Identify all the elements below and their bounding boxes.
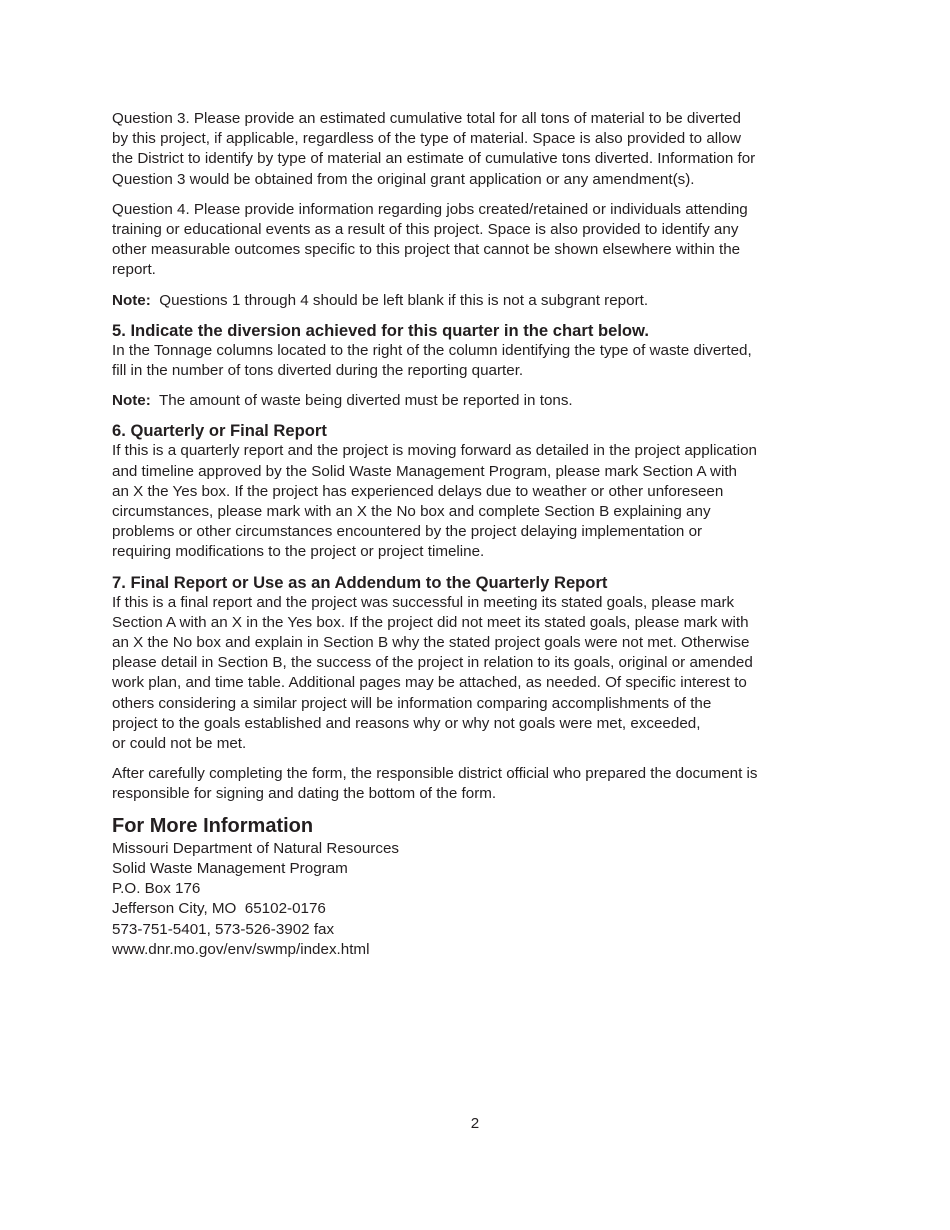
text-line: and timeline approved by the Solid Waste Management Program, please mark Section A with: [112, 462, 737, 480]
contact-info: [112, 815, 842, 960]
text-line: Question 4. Please provide information regarding jobs created/retained or individuals attending: [112, 200, 748, 218]
text-line: an X the No box and explain in Section B why the stated project goals were not met. Otherwise: [112, 634, 750, 652]
contact-city: Jefferson City, MO 65102-0176: [112, 900, 326, 918]
note-line: [112, 291, 842, 311]
contact-phone: 573-751-5401, 573-526-3902 fax: [112, 920, 335, 938]
text-line: If this is a quarterly report and the project is moving forward as detailed in the project application: [112, 442, 757, 460]
section-6-heading: 6. Quarterly or Final Report: [112, 421, 327, 441]
text-line: by this project, if applicable, regardless of the type of material. Space is also provided to allow: [112, 130, 741, 148]
text-line: other measurable outcomes specific to this project that cannot be shown elsewhere within the: [112, 241, 741, 259]
section-5: [112, 321, 842, 381]
text-line: Section A with an X in the Yes box. If the project did not meet its stated goals, please mark with: [112, 613, 749, 631]
text-line: circumstances, please mark with an X the No box and complete Section B explaining any: [112, 503, 711, 521]
section-6: [112, 421, 842, 562]
section-7: [112, 573, 842, 755]
text-line: Question 3. Please provide an estimated cumulative total for all tons of material to be diverted: [112, 110, 741, 127]
text-line: an X the Yes box. If the project has experienced delays due to weather or other unforeseen: [112, 482, 724, 500]
text-line: the District to identify by type of material an estimate of cumulative tons diverted. Information for: [112, 150, 756, 168]
note-questions-blank: [112, 291, 842, 311]
contact-heading: For More Information: [112, 814, 314, 837]
contact-website-link[interactable]: www.dnr.mo.gov/env/swmp/index.html: [112, 940, 370, 958]
document-page: [112, 109, 842, 960]
text-line: After carefully completing the form, the responsible district official who prepared the document is: [112, 765, 758, 783]
note-text: Questions 1 through 4 should be left blank if this is not a subgrant report.: [150, 291, 649, 309]
contact-program: Solid Waste Management Program: [112, 859, 348, 877]
note-label: Note:: [112, 291, 151, 309]
text-line: project to the goals established and reasons why or why not goals were met, exceeded,: [112, 714, 701, 732]
text-line: report.: [112, 261, 156, 279]
text-line: fill in the number of tons diverted during the reporting quarter.: [112, 362, 524, 380]
contact-po-box: P.O. Box 176: [112, 880, 201, 898]
note-label: Note:: [112, 392, 151, 410]
text-line: or could not be met.: [112, 735, 247, 753]
note-line: [112, 391, 842, 411]
text-line: requiring modifications to the project or project timeline.: [112, 543, 485, 561]
text-line: In the Tonnage columns located to the right of the column identifying the type of waste diverted,: [112, 341, 752, 359]
text-line: training or educational events as a result of this project. Space is also provided to identify any: [112, 221, 739, 239]
page-number: 2: [470, 1115, 480, 1132]
text-line: problems or other circumstances encountered by the project delaying implementation or: [112, 523, 703, 541]
text-line: Question 3 would be obtained from the original grant application or any amendment(s).: [112, 170, 695, 188]
section-7-heading: 7. Final Report or Use as an Addendum to the Quarterly Report: [112, 572, 608, 592]
text-line: responsible for signing and dating the bottom of the form.: [112, 785, 497, 803]
question-3-paragraph: [112, 109, 842, 190]
contact-organization: Missouri Department of Natural Resources: [112, 839, 399, 857]
question-4-paragraph: [112, 200, 842, 281]
text-line: work plan, and time table. Additional pages may be attached, as needed. Of specific interest to: [112, 674, 747, 692]
note-text: The amount of waste being diverted must be reported in tons.: [150, 392, 573, 410]
text-line: If this is a final report and the project was successful in meeting its stated goals, please mark: [112, 593, 735, 611]
note-tons: [112, 391, 842, 411]
text-line: please detail in Section B, the success of the project in relation to its goals, original or amended: [112, 654, 753, 672]
closing-paragraph: [112, 764, 842, 804]
section-5-heading: 5. Indicate the diversion achieved for this quarter in the chart below.: [112, 320, 649, 340]
text-line: others considering a similar project will be information comparing accomplishments of the: [112, 694, 712, 712]
